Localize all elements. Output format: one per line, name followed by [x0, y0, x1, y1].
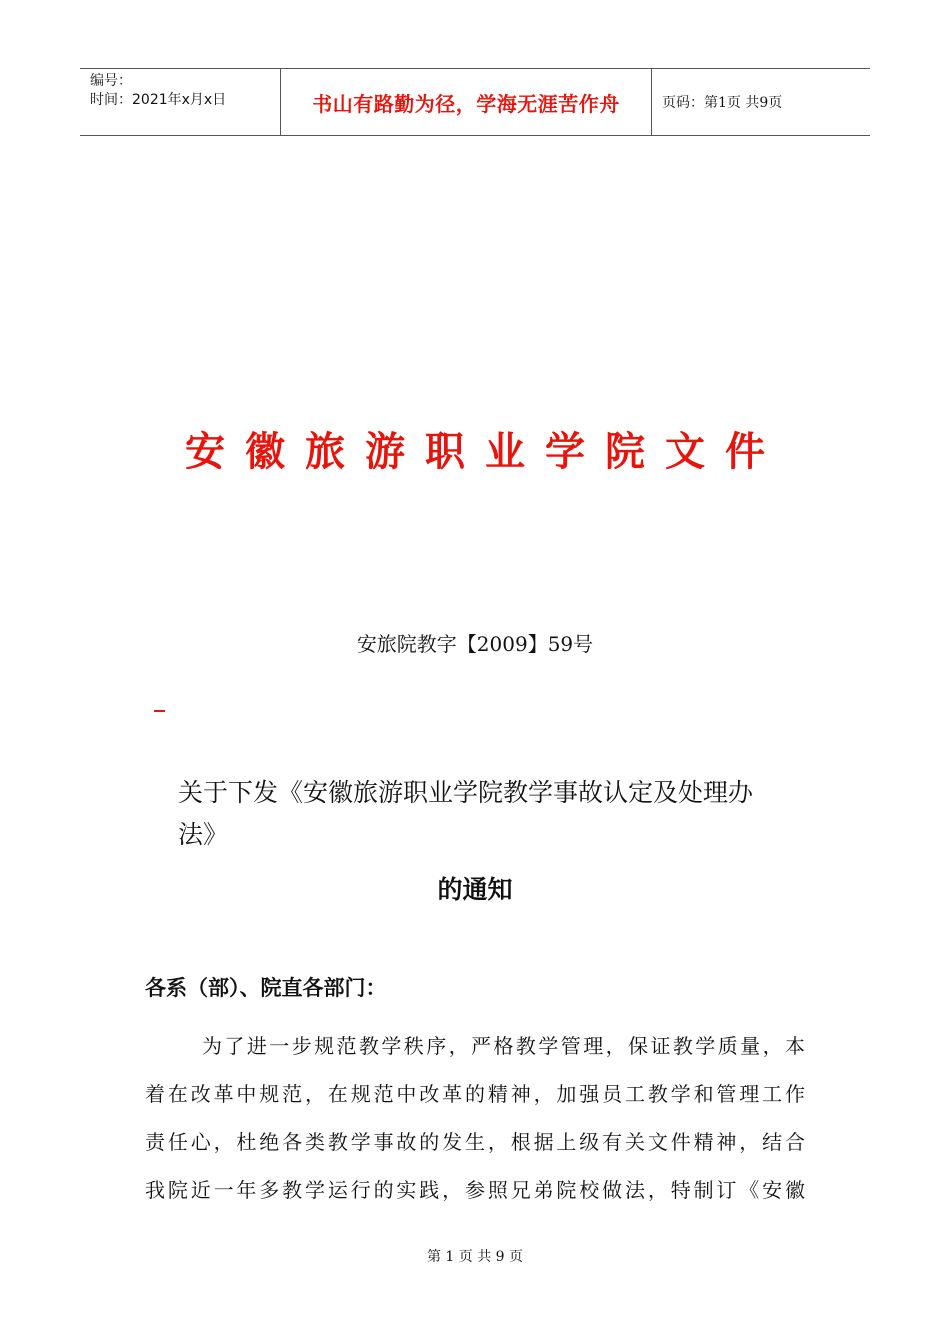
body-line: 为了进一步规范教学秩序，严格教学管理，保证教学质量，本 [202, 1034, 805, 1058]
body-line: 责任心，杜绝各类教学事故的发生，根据上级有关文件精神，结合 [145, 1130, 805, 1154]
time-label: 时间：2021年x月x日 [90, 92, 227, 108]
salutation: 各系（部）、院直各部门： [145, 975, 387, 1000]
number-label: 编号： [90, 73, 132, 89]
notice-title [178, 772, 818, 856]
notice-subtitle: 的通知 [437, 875, 513, 904]
red-dash-mark [154, 710, 165, 712]
document-number: 安旅院教字【2009】59号 [356, 632, 594, 656]
page-header [80, 68, 870, 136]
document-title: 安徽旅游职业学院文件 [185, 428, 785, 475]
header-motto: 书山有路勤为径，学海无涯苦作舟 [281, 69, 652, 135]
body-paragraph [145, 1022, 805, 1214]
notice-title-line: 法》 [178, 820, 229, 849]
notice-title-line: 关于下发《安徽旅游职业学院教学事故认定及处理办 [178, 778, 754, 807]
header-page-info: 页码：第1页 共9页 [662, 95, 783, 111]
body-line: 我院近一年多教学运行的实践，参照兄弟院校做法，特制订《安徽 [145, 1178, 805, 1202]
header-meta [80, 69, 281, 135]
page-footer: 第 1 页 共 9 页 [426, 1249, 524, 1265]
body-line: 着在改革中规范，在规范中改革的精神，加强员工教学和管理工作 [145, 1082, 805, 1106]
